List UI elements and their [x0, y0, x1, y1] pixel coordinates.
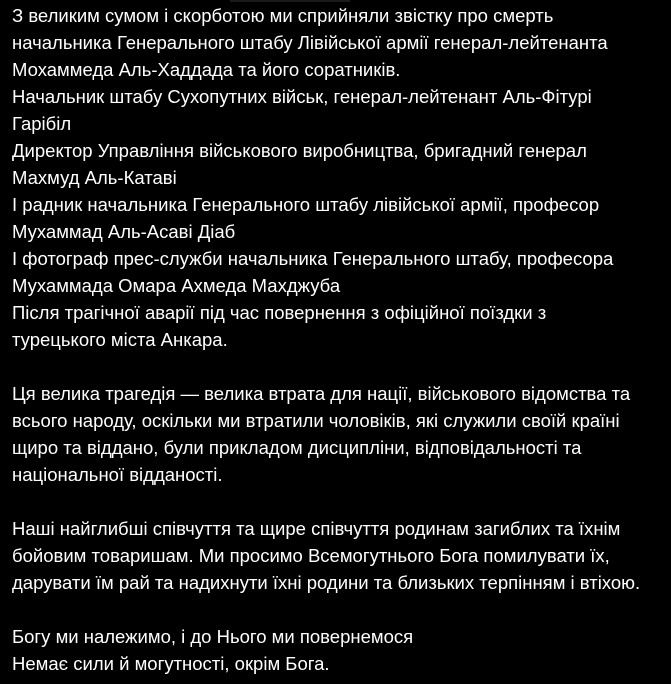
message-text	[12, 2, 664, 677]
message-line: Начальник штабу Сухопутних військ, генерал-лейтенант Аль-Фітурі	[12, 86, 592, 107]
message-paragraph	[12, 380, 664, 488]
message-line: І радник начальника Генерального штабу лівійської армії, професор	[12, 194, 600, 215]
message-line: начальника Генерального штабу Лівійської армії генерал-лейтенанта	[12, 32, 608, 53]
message-paragraph	[12, 623, 664, 677]
message-line: Махмуд Аль-Катаві	[12, 167, 177, 188]
message-line: Немає сили й могутності, окрім Бога.	[12, 653, 330, 674]
message-line: національної відданості.	[12, 464, 223, 485]
message-line: Гарібіл	[12, 113, 72, 134]
message-line: Ця велика трагедія — велика втрата для нації, військового відомства та	[12, 383, 631, 404]
message-line: щиро та віддано, були прикладом дисципліни, відповідальності та	[12, 437, 582, 458]
message-paragraph	[12, 2, 664, 353]
message-line: Після трагічної аварії під час повернення з офіційної поїздки з	[12, 302, 547, 323]
message-line: Директор Управління військового виробництва, бригадний генерал	[12, 140, 587, 161]
message-paragraph	[12, 515, 664, 596]
message-line: Наші найглибші співчуття та щире співчуття родинам загиблих та їхнім	[12, 518, 621, 539]
message-line: бойовим товаришам. Ми просимо Всемогутнього Бога помилувати їх,	[12, 545, 610, 566]
message-line: Богу ми належимо, і до Нього ми повернемося	[12, 626, 414, 647]
message-line: Мохаммеда Аль-Хаддада та його соратників.	[12, 59, 401, 80]
message-line: Мухаммада Омара Ахмеда Махджуба	[12, 275, 341, 296]
message-line: І фотограф прес-служби начальника Генерального штабу, професора	[12, 248, 614, 269]
message-line: З великим сумом і скорботою ми сприйняли звістку про смерть	[12, 5, 554, 26]
message-line: Мухаммад Аль-Асаві Діаб	[12, 221, 236, 242]
message-line: дарувати їм рай та надихнути їхні родини та близьких терпінням і втіхою.	[12, 572, 641, 593]
message-line: турецького міста Анкара.	[12, 329, 228, 350]
message-line: всього народу, оскільки ми втратили чоловіків, які служили своїй країні	[12, 410, 620, 431]
